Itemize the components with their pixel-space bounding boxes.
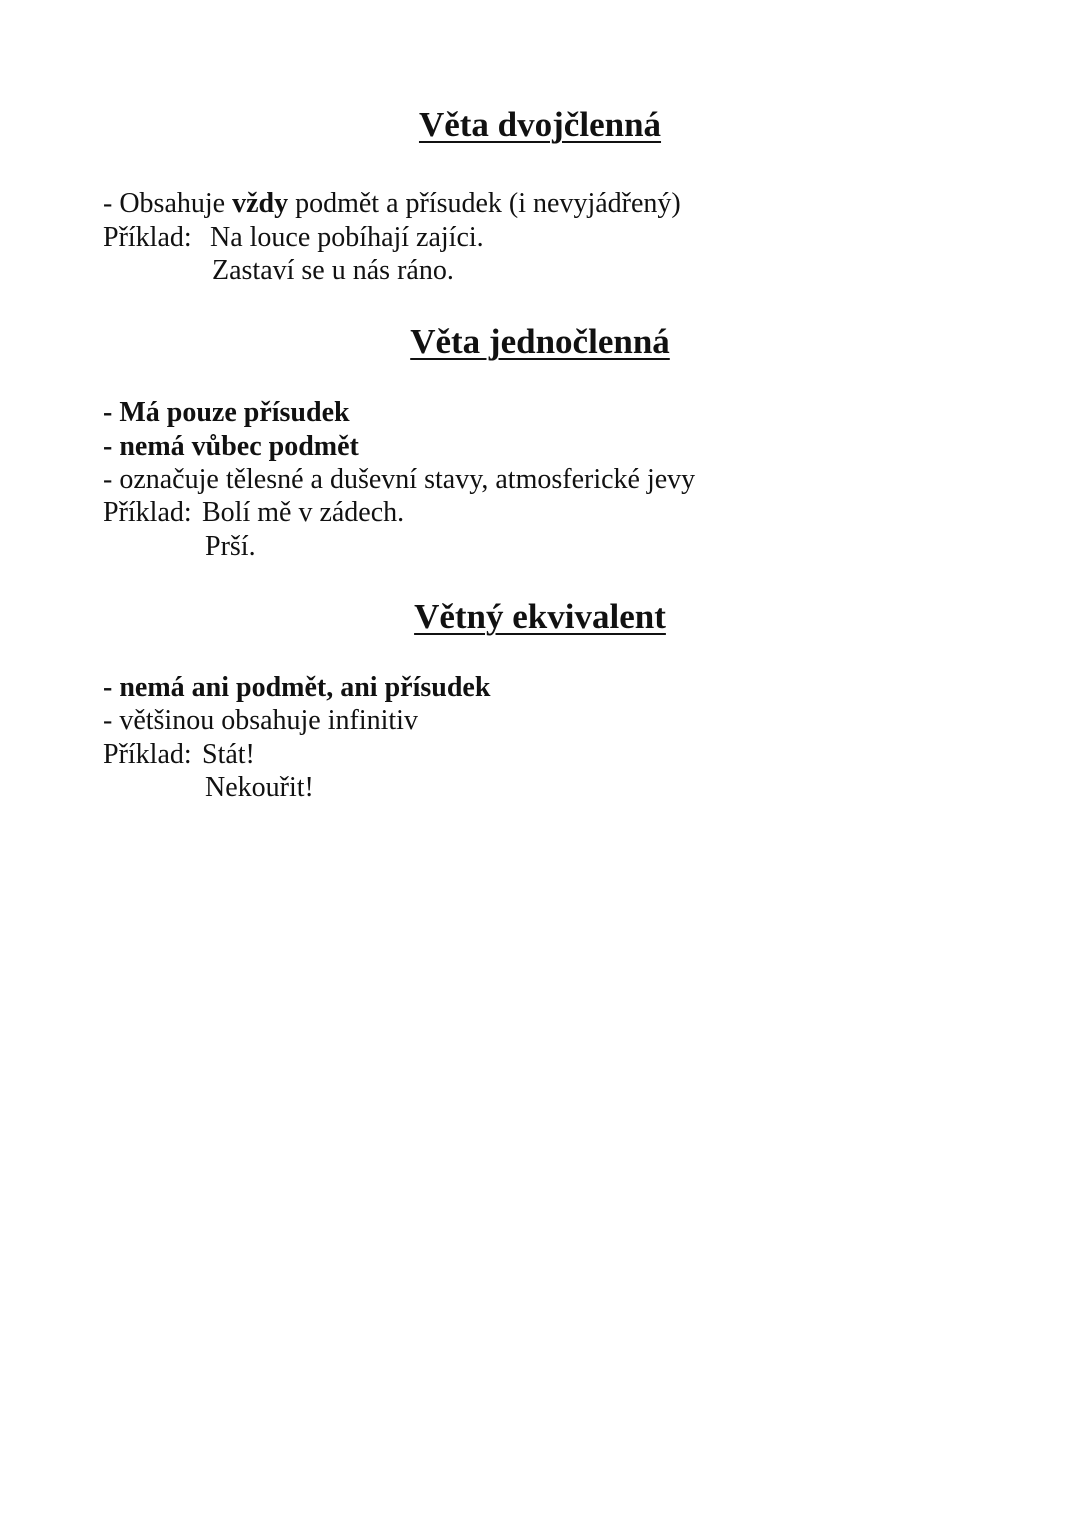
example-sentence: Na louce pobíhají zajíci. <box>210 222 484 253</box>
example-sentence: Zastaví se u nás ráno. <box>212 255 454 286</box>
example-sentence: Nekouřit! <box>205 772 314 803</box>
example-sentence: Bolí mě v zádech. <box>202 497 405 528</box>
example-label: Příklad: <box>103 222 192 253</box>
bullet-line: - nemá ani podmět, ani přísudek <box>103 672 491 703</box>
section-heading-jednoclenna: Věta jednočlenná <box>410 322 670 361</box>
section-heading-dvojclenna: Věta dvojčlenná <box>418 105 662 144</box>
definition-line <box>103 187 681 221</box>
definition-prefix: - Obsahuje <box>103 188 233 219</box>
section-heading-ekvivalent: Větný ekvivalent <box>414 597 666 636</box>
bullet-line: - většinou obsahuje infinitiv <box>103 705 418 736</box>
example-sentence: Prší. <box>205 531 256 562</box>
example-sentence: Stát! <box>202 739 255 770</box>
example-label: Příklad: <box>103 497 192 528</box>
bullet-line: - Má pouze přísudek <box>103 397 350 428</box>
bullet-line: - označuje tělesné a duševní stavy, atmosferické jevy <box>103 464 696 495</box>
definition-suffix: podmět a přísudek (i nevyjádřený) <box>288 188 681 219</box>
bullet-line: - nemá vůbec podmět <box>103 431 359 462</box>
definition-bold: vždy <box>232 188 289 219</box>
example-label: Příklad: <box>103 739 192 770</box>
